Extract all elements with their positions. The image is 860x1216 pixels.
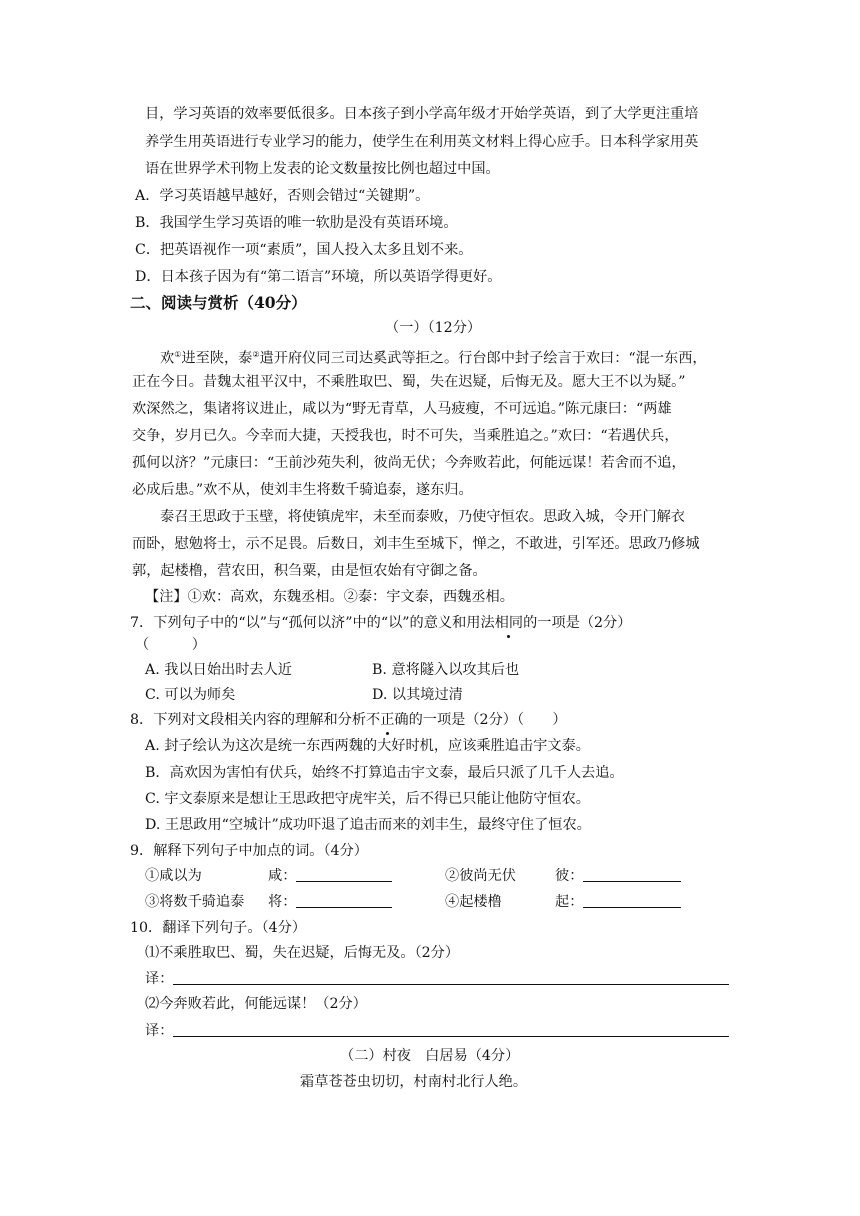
prev-option-d: D．日本孩子因为有“第二语言”环境，所以英语学得更好。 [135, 269, 502, 285]
passage-line-3: 欢深然之，集诸将议进止，咸以为“野无青草，人马疲瘦，不可远追。”陈元康曰：“两雄 [132, 401, 672, 417]
q7-option-c: C. 可以为师矣 [145, 687, 236, 703]
q9-item-4: ④起楼橹 [445, 894, 502, 910]
passage2-line-3: 郭，起楼橹，营农田，积刍粟，由是恒农始有守御之备。 [132, 563, 487, 579]
q10-translate-1: 译： [145, 969, 729, 989]
answer-blank-3[interactable] [296, 893, 392, 908]
prev-option-a: A．学习英语越早越好，否则会错过“关键期”。 [135, 188, 430, 204]
translation-line-1[interactable] [173, 970, 729, 985]
q9-item-1: ①咸以为 [145, 868, 202, 884]
q10-translate-2: 译： [145, 1021, 729, 1041]
q7-option-a: A. 我以日始出时去人近 [145, 662, 292, 678]
q10-sentence-1: ⑴不乘胜取巴、蜀，失在迟疑，后悔无及。（2分） [145, 945, 460, 961]
q9-label-2: 彼： [555, 866, 681, 886]
passage-line-2: 正在今日。昔魏太祖平汉中，不乘胜取巴、蜀，失在迟疑，后悔无及。愿大王不以为疑。” [132, 374, 686, 390]
answer-blank-1[interactable] [296, 867, 392, 882]
note: 【注】①欢：高欢，东魏丞相。②泰：宇文泰，西魏丞相。 [145, 589, 514, 605]
intro-line-3: 语在世界学术刊物上发表的论文数量按比例也超过中国。 [145, 161, 500, 177]
passage-line-1: 欢①进至陕，泰②遣开府仪同三司达奚武等拒之。行台郎中封子绘言于欢曰：“混一东西， [160, 350, 707, 367]
intro-line-1: 目，学习英语的效率要低很多。日本孩子到小学高年级才开始学英语，到了大学更注重培 [145, 106, 699, 122]
q7-paren: （ ） [135, 637, 206, 653]
q10-sentence-2: ⑵今奔败若此，何能远谋！（2分） [145, 996, 367, 1012]
q8-option-d: D. 王思政用“空城计”成功吓退了追击而来的刘丰生，最终守住了恒农。 [145, 817, 591, 833]
q9-label-1: 咸： [268, 866, 392, 886]
q9-stem: 9．解释下列句子中加点的词。（4分） [130, 843, 368, 859]
poem-title: （二）村夜 白居易（4分） [340, 1048, 520, 1064]
passage-line-5: 孤何以济？”元康曰：“王前沙苑失利，彼尚无伏；今奔败若此，何能远谋！若舍而不追， [132, 455, 686, 471]
q7-option-d: D. 以其境过清 [372, 687, 463, 703]
answer-blank-2[interactable] [583, 867, 681, 882]
passage-line-4: 交争，岁月已久。今幸而大捷，天授我也，时不可失，当乘胜追之。”欢曰：“若遇伏兵， [132, 428, 679, 444]
answer-blank-4[interactable] [583, 893, 681, 908]
q8-option-b: B．高欢因为害怕有伏兵，始终不打算追击宇文泰，最后只派了几千人去追。 [145, 765, 624, 781]
prev-option-c: C．把英语视作一项“素质”，国人投入太多且划不来。 [135, 242, 473, 258]
q9-label-3: 将： [268, 892, 392, 912]
q8-option-c: C. 宇文泰原来是想让王思政把守虎牢关，后不得已只能让他防守恒农。 [145, 791, 590, 807]
q8-stem: 8．下列对文段相关内容的理解和分析不正确的一项是（2分）（ ） [130, 712, 567, 728]
poem-line-1: 霜草苍苍虫切切，村南村北行人绝。 [300, 1074, 528, 1090]
q7-stem: 7．下列句子中的“以”与“孤何以济”中的“以”的意义和用法相同的一项是（2分） [130, 615, 632, 631]
passage2-line-2: 而卧，慰勉将士，示不足畏。后数日，刘丰生至城下，惮之，不敢进，引军还。思政乃修城 [132, 536, 700, 552]
passage2-line-1: 泰召王思政于玉壁，将使镇虎牢，未至而泰败，乃使守恒农。思政入城，令开门解衣 [160, 509, 685, 525]
q9-label-4: 起： [555, 892, 681, 912]
q9-item-3: ③将数千骑追泰 [145, 894, 245, 910]
subsection-1-title: （一）（12分） [385, 320, 482, 336]
passage-line-6: 必成后患。”欢不从，使刘丰生将数千骑追泰，遂东归。 [132, 482, 473, 498]
q8-option-a: A. 封子绘认为这次是统一东西两魏的大好时机，应该乘胜追击宇文泰。 [145, 738, 590, 754]
prev-option-b: B．我国学生学习英语的唯一软肋是没有英语环境。 [135, 215, 458, 231]
intro-line-2: 养学生用英语进行专业学习的能力，使学生在利用英文材料上得心应手。日本科学家用英 [145, 134, 699, 150]
q9-item-2: ②彼尚无伏 [445, 868, 516, 884]
section-heading: 二、阅读与赏析（40分） [130, 293, 307, 312]
q7-option-b: B. 意将隧入以攻其后也 [372, 662, 520, 678]
translation-line-2[interactable] [173, 1022, 729, 1037]
q10-stem: 10．翻译下列句子。（4分） [130, 920, 307, 936]
